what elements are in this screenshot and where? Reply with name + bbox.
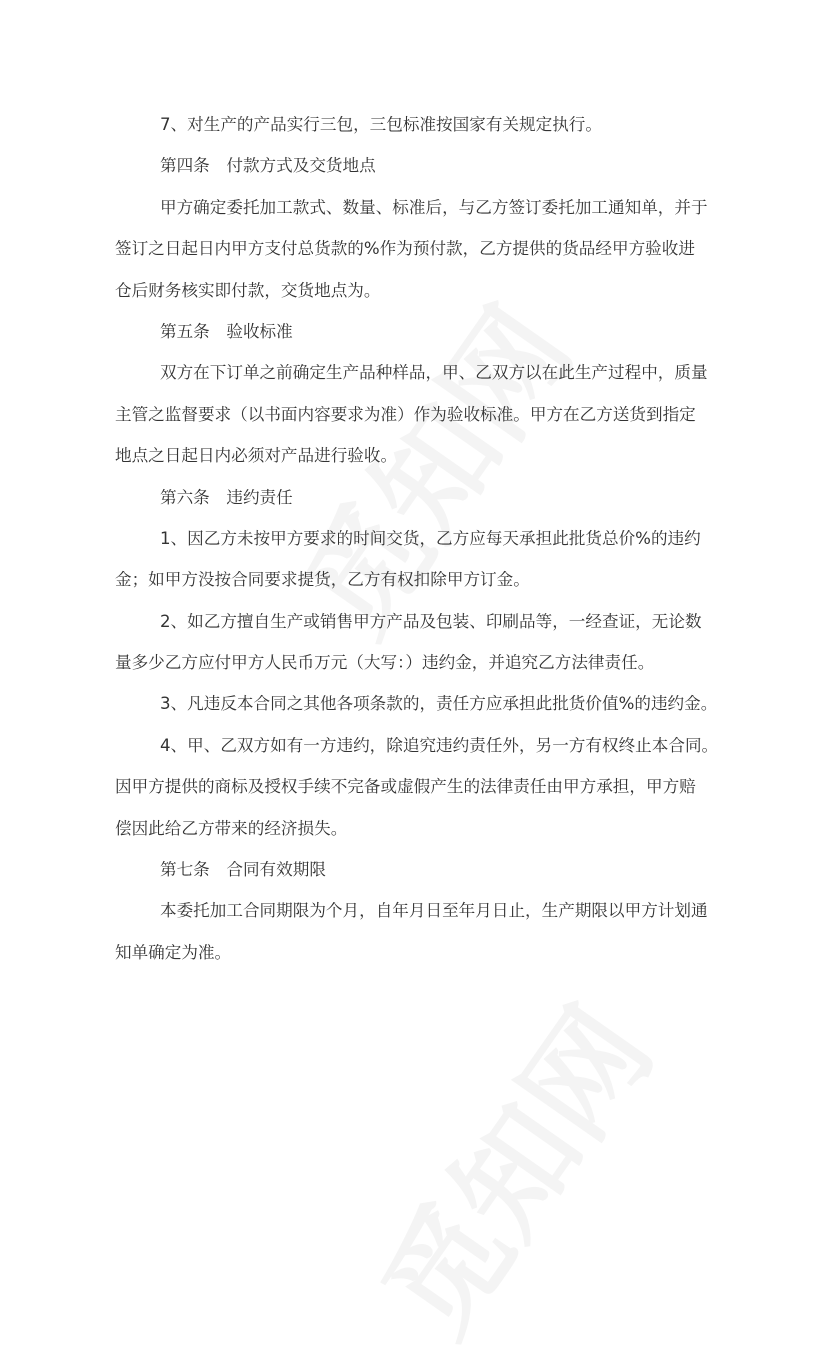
text-line: 地点之日起日内必须对产品进行验收。: [115, 446, 398, 466]
text-line: 量多少乙方应付甲方人民币万元（大写：）违约金，并追究乙方法律责任。: [115, 653, 655, 673]
text-line: 第七条 合同有效期限: [160, 860, 326, 880]
document-body: [115, 104, 719, 973]
text-line: 4、甲、乙双方如有一方违约，除追究违约责任外，另一方有权终止本合同。: [160, 735, 719, 755]
text-line: 3、凡违反本合同之其他各项条款的，责任方应承担此批货价值%的违约金。: [160, 694, 718, 714]
text-line: 第五条 验收标准: [160, 321, 293, 341]
text-line: 偿因此给乙方带来的经济损失。: [115, 818, 348, 838]
text-line: 2、如乙方擅自生产或销售甲方产品及包装、印刷品等，一经查证，无论数: [160, 611, 702, 631]
text-line: 主管之监督要求（以书面内容要求为准）作为验收标准。甲方在乙方送货到指定: [115, 404, 696, 424]
text-line: 因甲方提供的商标及授权手续不完备或虚假产生的法律责任由甲方承担，甲方赔: [115, 777, 696, 797]
text-line: 双方在下订单之前确定生产品种样品，甲、乙双方以在此生产过程中，质量: [160, 363, 708, 383]
text-line: 1、因乙方未按甲方要求的时间交货，乙方应每天承担此批货总价%的违约: [160, 528, 701, 548]
text-line: 知单确定为准。: [115, 942, 232, 962]
text-line: 仓后财务核实即付款，交货地点为。: [115, 280, 381, 300]
text-line: 甲方确定委托加工款式、数量、标准后，与乙方签订委托加工通知单，并于: [160, 197, 708, 217]
text-line: 金；如甲方没按合同要求提货，乙方有权扣除甲方订金。: [115, 570, 530, 590]
text-line: 7、对生产的产品实行三包，三包标准按国家有关规定执行。: [160, 115, 602, 134]
text-line: 本委托加工合同期限为个月，自年月日至年月日止，生产期限以甲方计划通: [160, 901, 708, 921]
text-line: 第四条 付款方式及交货地点: [160, 156, 376, 176]
watermark: [336, 969, 683, 1363]
text-line: 第六条 违约责任: [160, 487, 293, 507]
text-line: 签订之日起日内甲方支付总货款的%作为预付款，乙方提供的货品经甲方验收进: [115, 239, 695, 259]
